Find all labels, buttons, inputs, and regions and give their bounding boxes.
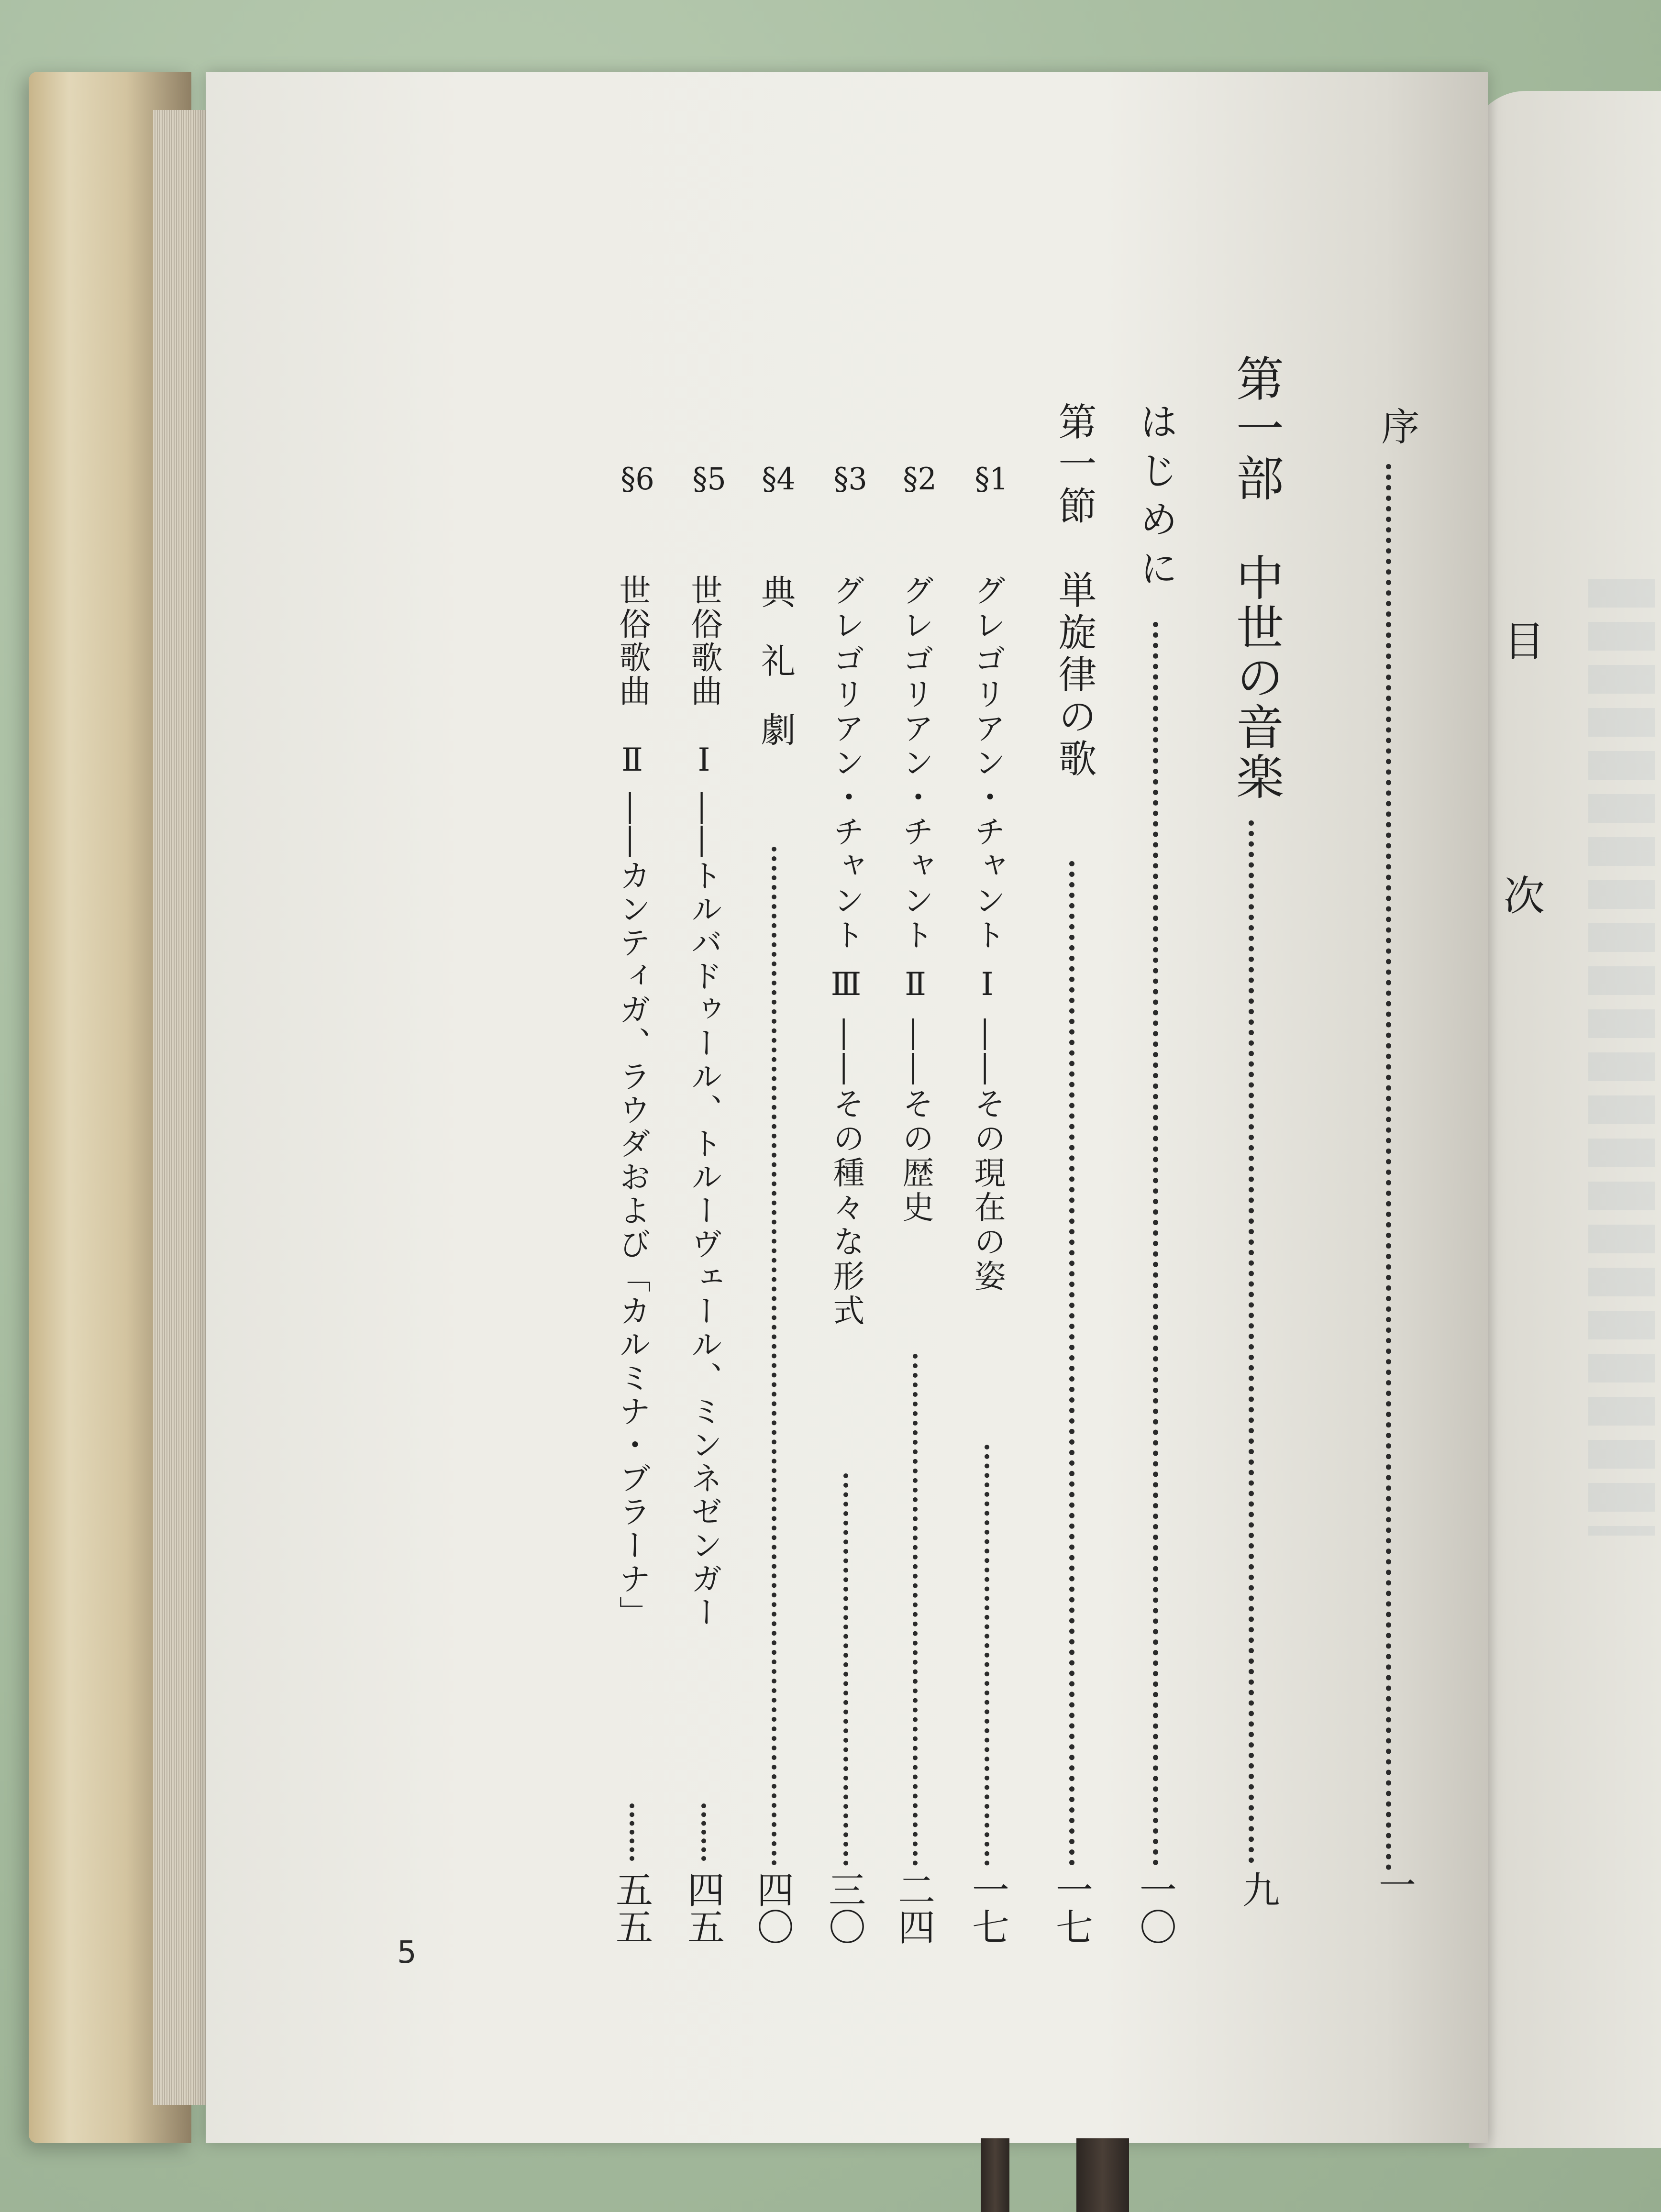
leader-dots — [772, 847, 776, 1866]
section-number: §2 — [903, 464, 937, 495]
page-ref: 三〇 — [822, 1870, 865, 1945]
section-number: §3 — [833, 464, 867, 495]
toc-item-6 — [614, 574, 651, 1629]
toc-item-3 — [830, 574, 862, 1328]
toc-title: 目 次 — [1496, 619, 1544, 1001]
page-ref: 四〇 — [751, 1870, 794, 1945]
entry-label: 典 礼 劇 — [755, 574, 796, 746]
toc-item-2 — [897, 574, 934, 1225]
page-ref: 一〇 — [1133, 1870, 1176, 1945]
entry-label: グレゴリアン・チャント Ⅰ ――その現在の姿 — [969, 574, 1006, 1294]
leader-dots — [1069, 861, 1074, 1866]
entry-label: 序 — [1375, 407, 1419, 445]
section-number: §6 — [620, 464, 654, 495]
leader-dots — [1386, 464, 1391, 1870]
entry-label: 世俗歌曲 Ⅰ ――トルバドゥール、トルーヴェール、ミンネゼンガー — [686, 574, 722, 1629]
toc-page — [206, 72, 1544, 2143]
leader-dots — [985, 1445, 989, 1866]
toc-item-5 — [688, 574, 720, 1629]
entry-label: グレゴリアン・チャント Ⅱ ――その歴史 — [897, 574, 934, 1225]
leader-dots — [701, 1803, 706, 1861]
leader-dots — [913, 1354, 918, 1866]
leader-dots — [1249, 820, 1254, 1863]
section-number: §4 — [762, 464, 796, 495]
section-number: §5 — [692, 464, 726, 495]
toc-entry-intro — [1133, 402, 1178, 597]
entry-label: グレゴリアン・チャント Ⅲ ――その種々な形式 — [828, 574, 864, 1328]
page-number: 5 — [397, 1935, 417, 1970]
page-ref: 一 — [1373, 1866, 1416, 1903]
entry-label: 世俗歌曲 Ⅱ ――カンティガ、ラウダおよび「カルミナ・ブラーナ」 — [614, 574, 651, 1629]
bookmark-ribbon — [981, 2138, 1009, 2212]
page-ref: 一七 — [966, 1870, 1009, 1945]
toc-entry-preface — [1375, 407, 1419, 445]
page-ref: 五五 — [609, 1870, 653, 1945]
toc-entry-part1 — [1228, 354, 1284, 802]
bookmark-ribbon — [1076, 2138, 1129, 2212]
leader-dots — [630, 1803, 634, 1861]
section-number: §1 — [974, 464, 1008, 495]
entry-label: 第一部 中世の音楽 — [1228, 354, 1284, 802]
entry-label: 第一節 単旋律の歌 — [1052, 402, 1096, 781]
toc-entry-section1 — [1052, 402, 1096, 781]
page-ref: 四五 — [681, 1870, 724, 1945]
page-ref: 一七 — [1050, 1870, 1093, 1945]
toc-item-4 — [755, 574, 796, 746]
leader-dots — [843, 1473, 848, 1866]
toc-item-1 — [969, 574, 1006, 1294]
bleed-through-text — [1588, 579, 1655, 1536]
entry-label: はじめに — [1133, 402, 1178, 597]
page-ref: 二四 — [892, 1870, 935, 1945]
leader-dots — [1153, 622, 1158, 1866]
page-ref: 九 — [1236, 1870, 1279, 1908]
